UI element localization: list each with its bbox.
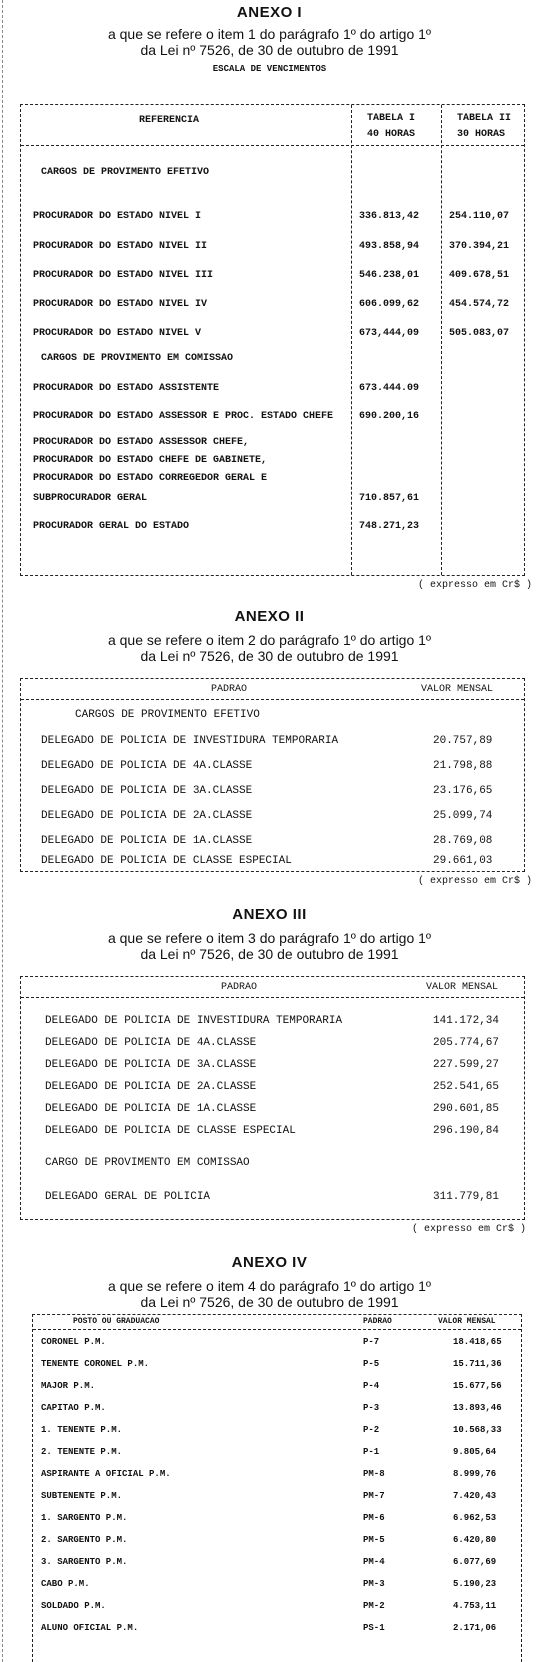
annex1-currency-note: ( expresso em Cr$ ): [418, 580, 533, 591]
annex4-row-posto: CAPITAO P.M.: [41, 1403, 106, 1413]
annex2-row-label: DELEGADO DE POLICIA DE 4A.CLASSE: [41, 760, 253, 772]
annex3-subtitle-2: da Lei nº 7526, de 30 de outubro de 1991: [140, 946, 399, 962]
annex3-row-value: 141.172,34: [433, 1015, 500, 1027]
annex1-multi-t1: 710.857,61: [359, 493, 420, 504]
annex2-subtitle-1: a que se refere o item 2 do parágrafo 1º do artigo 1º: [107, 632, 432, 648]
annex1-row-t1: 546.238,01: [359, 270, 420, 281]
annex1-row-t1: 673,444,09: [359, 328, 420, 339]
annex1-row-t1: 606.099,62: [359, 299, 420, 310]
annex4-row-value: 18.418,65: [453, 1337, 502, 1347]
annex1-row-label: PROCURADOR DO ESTADO NIVEL IV: [33, 299, 208, 310]
annex4-row-value: 8.999,76: [453, 1469, 497, 1479]
annex4-subtitle-1: a que se refere o item 4 do parágrafo 1º do artigo 1º: [107, 1278, 432, 1294]
annex1-row-t1: 673.444.09: [359, 383, 420, 394]
annex3-row-value: 311.779,81: [433, 1191, 500, 1203]
annex1-header-t2a: TABELA II: [457, 113, 512, 124]
annex3-row-value: 205.774,67: [433, 1037, 500, 1049]
annex4-row-value: 15.711,36: [453, 1359, 502, 1369]
annex4-header-valor: VALOR MENSAL: [438, 1317, 496, 1326]
annex4-row-posto: 1. SARGENTO P.M.: [41, 1513, 128, 1523]
left-margin-rule: [2, 0, 3, 1662]
annex1-row-t2: 505.083,07: [449, 328, 510, 339]
annex4-row-padrao: PS-1: [363, 1623, 385, 1633]
annex1-header-rule: [21, 145, 524, 146]
annex4-row-value: 4.753,11: [453, 1601, 497, 1611]
annex4-row-padrao: PM-5: [363, 1535, 385, 1545]
annex3-row-value: 252.541,65: [433, 1081, 500, 1093]
annex3-section-comissao: CARGO DE PROVIMENTO EM COMISSAO: [45, 1157, 250, 1169]
annex2-subtitle-2: da Lei nº 7526, de 30 de outubro de 1991: [140, 648, 399, 664]
annex1-subtitle-2: da Lei nº 7526, de 30 de outubro de 1991: [140, 42, 399, 58]
annex4-title: ANEXO IV: [231, 1254, 308, 1271]
annex3-table: [20, 976, 525, 1220]
annex4-row-padrao: PM-3: [363, 1579, 385, 1589]
annex1-row-label: PROCURADOR DO ESTADO ASSESSOR E PROC. ESTADO CHEFE: [33, 411, 334, 422]
annex2-row-value: 20.757,89: [433, 735, 493, 747]
annex1-row-t2: 254.110,07: [449, 211, 510, 222]
annex2-row-label: DELEGADO DE POLICIA DE CLASSE ESPECIAL: [41, 855, 292, 867]
annex4-row-value: 7.420,43: [453, 1491, 497, 1501]
annex3-row-value: 296.190,84: [433, 1125, 500, 1137]
annex2-row-value: 25.099,74: [433, 810, 493, 822]
annex2-row-value: 21.798,88: [433, 760, 493, 772]
annex4-row-padrao: P-5: [363, 1359, 380, 1369]
annex1-multi-line: PROCURADOR DO ESTADO CHEFE DE GABINETE,: [33, 455, 268, 466]
annex2-currency-note: ( expresso em Cr$ ): [418, 876, 533, 887]
annex2-section: CARGOS DE PROVIMENTO EFETIVO: [75, 709, 260, 721]
annex1-col-divider-2: [441, 105, 442, 575]
annex1-multi-line: PROCURADOR DO ESTADO ASSESSOR CHEFE,: [33, 437, 250, 448]
annex1-multi-line: PROCURADOR DO ESTADO CORREGEDOR GERAL E: [33, 473, 268, 484]
annex3-row-value: 227.599,27: [433, 1059, 500, 1071]
annex2-row-value: 28.769,08: [433, 835, 493, 847]
annex1-row-t1: 748.271,23: [359, 521, 420, 532]
annex4-row-posto: 2. TENENTE P.M.: [41, 1447, 123, 1457]
annex4-row-padrao: P-2: [363, 1425, 380, 1435]
annex3-header-rule: [21, 997, 524, 998]
annex4-row-padrao: P-1: [363, 1447, 380, 1457]
annex2-row-label: DELEGADO DE POLICIA DE 1A.CLASSE: [41, 835, 253, 847]
annex4-row-posto: ASPIRANTE A OFICIAL P.M.: [41, 1469, 171, 1479]
annex3-row-label: DELEGADO DE POLICIA DE 4A.CLASSE: [45, 1037, 257, 1049]
annex4-row-posto: 2. SARGENTO P.M.: [41, 1535, 128, 1545]
annex4-row-padrao: PM-6: [363, 1513, 385, 1523]
annex4-header-padrao: PADRAO: [363, 1317, 392, 1326]
annex1-header-t1a: TABELA I: [367, 113, 416, 124]
annex4-row-value: 6.420,80: [453, 1535, 497, 1545]
annex2-row-value: 29.661,03: [433, 855, 493, 867]
annex4-row-value: 15.677,56: [453, 1381, 502, 1391]
annex2-header-rule: [21, 699, 524, 700]
annex3-row-label: DELEGADO DE POLICIA DE CLASSE ESPECIAL: [45, 1125, 296, 1137]
annex4-row-posto: TENENTE CORONEL P.M.: [41, 1359, 150, 1369]
annex1-section-efetivo: CARGOS DE PROVIMENTO EFETIVO: [41, 167, 210, 178]
annex4-row-padrao: P-3: [363, 1403, 380, 1413]
annex1-header-ref: REFERENCIA: [139, 115, 200, 126]
annex1-row-t2: 370.394,21: [449, 241, 510, 252]
annex4-row-padrao: PM-4: [363, 1557, 385, 1567]
annex4-row-posto: MAJOR P.M.: [41, 1381, 96, 1391]
annex2-row-label: DELEGADO DE POLICIA DE 2A.CLASSE: [41, 810, 253, 822]
annex3-title: ANEXO III: [232, 906, 307, 923]
annex4-row-value: 6.962,53: [453, 1513, 497, 1523]
annex1-col-divider-1: [351, 105, 352, 575]
annex1-row-label: PROCURADOR DO ESTADO ASSISTENTE: [33, 383, 220, 394]
annex1-multi-line: SUBPROCURADOR GERAL: [33, 493, 148, 504]
annex3-row-label: DELEGADO DE POLICIA DE INVESTIDURA TEMPORARIA: [45, 1015, 343, 1027]
annex4-subtitle-2: da Lei nº 7526, de 30 de outubro de 1991: [140, 1294, 399, 1310]
annex4-row-padrao: P-4: [363, 1381, 380, 1391]
annex3-header-valor: VALOR MENSAL: [426, 982, 499, 993]
annex4-row-posto: CABO P.M.: [41, 1579, 90, 1589]
annex3-row-label: DELEGADO DE POLICIA DE 2A.CLASSE: [45, 1081, 257, 1093]
annex4-row-posto: 3. SARGENTO P.M.: [41, 1557, 128, 1567]
annex2-header-padrao: PADRAO: [211, 684, 248, 695]
annex3-row-label: DELEGADO GERAL DE POLICIA: [45, 1191, 211, 1203]
annex1-row-label: PROCURADOR GERAL DO ESTADO: [33, 521, 190, 532]
annex2-table: [20, 678, 525, 872]
annex4-row-posto: CORONEL P.M.: [41, 1337, 106, 1347]
annex1-title: ANEXO I: [236, 4, 303, 21]
annex1-table: [20, 104, 525, 576]
annex1-row-t1: 493.858,94: [359, 241, 420, 252]
annex4-row-value: 10.568,33: [453, 1425, 502, 1435]
annex3-row-label: DELEGADO DE POLICIA DE 1A.CLASSE: [45, 1103, 257, 1115]
annex1-row-label: PROCURADOR DO ESTADO NIVEL V: [33, 328, 202, 339]
annex4-header-posto: POSTO OU GRADUACAO: [73, 1317, 160, 1326]
annex4-row-padrao: PM-7: [363, 1491, 385, 1501]
annex1-header-t1b: 40 HORAS: [367, 129, 416, 140]
annex1-row-t2: 409.678,51: [449, 270, 510, 281]
annex2-row-label: DELEGADO DE POLICIA DE 3A.CLASSE: [41, 785, 253, 797]
annex4-table: [32, 1314, 522, 1662]
annex4-row-value: 6.077,69: [453, 1557, 497, 1567]
annex1-row-t1: 336.813,42: [359, 211, 420, 222]
annex2-header-valor: VALOR MENSAL: [421, 684, 494, 695]
annex1-section-comissao: CARGOS DE PROVIMENTO EM COMISSAO: [41, 353, 234, 364]
annex4-row-posto: ALUNO OFICIAL P.M.: [41, 1623, 139, 1633]
annex4-row-value: 5.190,23: [453, 1579, 497, 1589]
annex4-row-padrao: PM-2: [363, 1601, 385, 1611]
annex1-row-label: PROCURADOR DO ESTADO NIVEL III: [33, 270, 214, 281]
annex2-title: ANEXO II: [234, 608, 305, 625]
annex4-row-posto: SUBTENENTE P.M.: [41, 1491, 123, 1501]
annex4-row-value: 13.893,46: [453, 1403, 502, 1413]
annex1-row-t1: 690.200,16: [359, 411, 420, 422]
annex1-scale-label: ESCALA DE VENCIMENTOS: [212, 64, 327, 74]
annex4-header-rule: [33, 1329, 521, 1330]
annex4-row-posto: SOLDADO P.M.: [41, 1601, 106, 1611]
annex3-currency-note: ( expresso em Cr$ ): [412, 1224, 527, 1235]
annex3-header-padrao: PADRAO: [221, 982, 258, 993]
annex4-row-value: 9.805,64: [453, 1447, 497, 1457]
annex1-subtitle-1: a que se refere o item 1 do parágrafo 1º do artigo 1º: [107, 26, 432, 42]
annex3-row-value: 290.601,85: [433, 1103, 500, 1115]
annex1-row-label: PROCURADOR DO ESTADO NIVEL II: [33, 241, 208, 252]
annex1-row-label: PROCURADOR DO ESTADO NIVEL I: [33, 211, 202, 222]
annex4-row-padrao: P-7: [363, 1337, 380, 1347]
annex3-subtitle-1: a que se refere o item 3 do parágrafo 1º do artigo 1º: [107, 930, 432, 946]
annex4-row-padrao: PM-8: [363, 1469, 385, 1479]
annex2-row-value: 23.176,65: [433, 785, 493, 797]
annex1-header-t2b: 30 HORAS: [457, 129, 506, 140]
annex1-row-t2: 454.574,72: [449, 299, 510, 310]
annex4-row-posto: 1. TENENTE P.M.: [41, 1425, 123, 1435]
annex3-row-label: DELEGADO DE POLICIA DE 3A.CLASSE: [45, 1059, 257, 1071]
annex4-row-value: 2.171,06: [453, 1623, 497, 1633]
annex2-row-label: DELEGADO DE POLICIA DE INVESTIDURA TEMPORARIA: [41, 735, 339, 747]
